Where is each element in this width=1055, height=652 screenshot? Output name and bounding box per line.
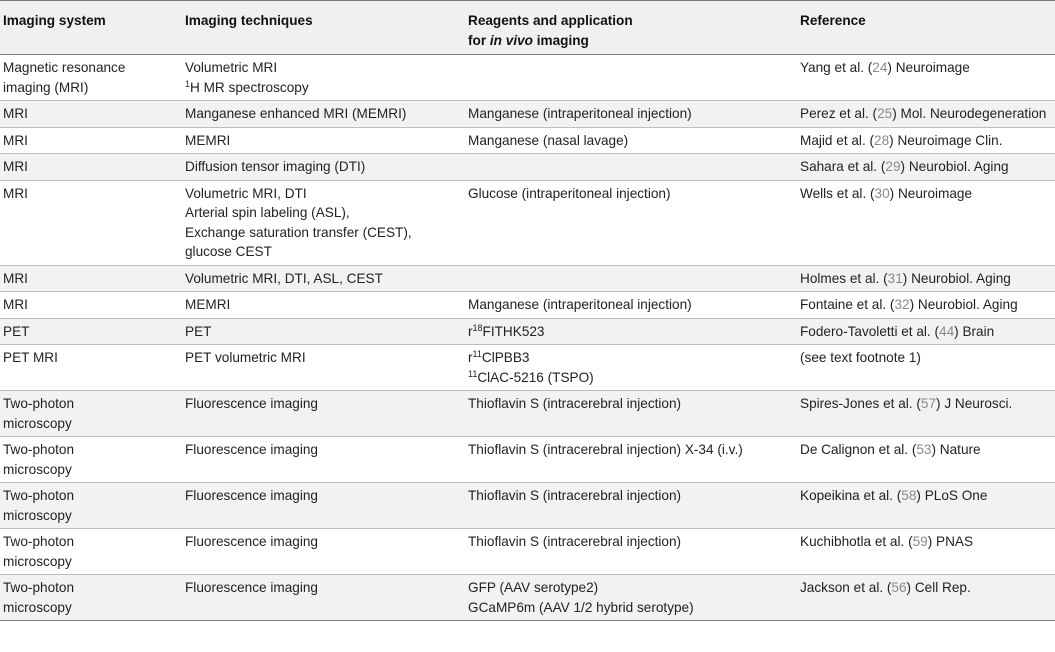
ref-author: Fodero-Tavoletti et al. ( [800,323,940,339]
cell-system [0,318,182,345]
cell-reference [797,101,1055,128]
technique-line: Fluorescence imaging [185,580,318,595]
table-row [0,265,1055,292]
technique-line: MEMRI [185,297,231,312]
cell-reference [797,345,1055,391]
cell-reagents [465,529,797,575]
cell-reference [797,318,1055,345]
header-reagents-invivo: in vivo [489,32,533,48]
cell-system [0,265,182,292]
technique-line: Fluorescence imaging [185,488,318,503]
ref-author: Wells et al. ( [800,185,875,201]
system-line: Two-photon [3,442,75,457]
ref-number-link[interactable]: 28 [874,132,890,148]
cell-reagents [465,437,797,483]
header-imaging-techniques: Imaging techniques [182,1,465,55]
technique-line: Arterial spin labeling (ASL), [185,205,350,220]
cell-reagents [465,391,797,437]
cell-reference [797,575,1055,621]
cell-system [0,292,182,319]
system-line: Magnetic resonance [3,60,126,75]
table-row [0,529,1055,575]
system-line: microscopy [3,507,72,523]
cell-techniques [182,265,465,292]
system-line: Two-photon [3,534,75,549]
technique-line: PET volumetric MRI [185,350,306,365]
table-row [0,180,1055,265]
technique-line: Volumetric MRI, DTI [185,185,307,201]
ref-journal: ) Neurobiol. Aging [900,159,1009,174]
cell-techniques [182,318,465,345]
technique-line: Exchange saturation transfer (CEST), [185,224,412,240]
system-line: MRI [3,185,28,201]
cell-reagents [465,483,797,529]
cell-reagents [465,318,797,345]
reagent-line: Manganese (nasal lavage) [468,132,629,148]
cell-system [0,575,182,621]
ref-author: Majid et al. ( [800,132,875,148]
system-line: Two-photon [3,488,75,503]
cell-reagents [465,127,797,154]
system-line: Two-photon [3,396,75,411]
cell-reference [797,391,1055,437]
reagent-text: ClAC-5216 (TSPO) [477,369,594,385]
cell-techniques [182,483,465,529]
isotope-superscript: 18 [472,322,483,333]
system-line: MRI [3,270,28,286]
cell-reference [797,154,1055,181]
system-line: PET [3,323,30,339]
table-row [0,55,1055,101]
table-row [0,154,1055,181]
technique-line: Volumetric MRI, DTI, ASL, CEST [185,270,383,286]
cell-system [0,529,182,575]
technique-line [185,78,465,98]
header-reference: Reference [797,1,1055,55]
reagent-text: FITHK523 [482,323,545,339]
reagent-line: Thioflavin S (intracerebral injection) [468,488,682,503]
ref-author: De Calignon et al. ( [800,442,917,457]
cell-techniques [182,437,465,483]
ref-journal: ) Nature [931,442,981,457]
ref-number-link[interactable]: 24 [872,60,888,75]
cell-techniques [182,345,465,391]
ref-journal: ) J Neurosci. [936,396,1013,411]
table-row [0,318,1055,345]
ref-journal: ) Mol. Neurodegeneration [892,106,1047,121]
table-row [0,575,1055,621]
cell-reagents [465,345,797,391]
reagent-line [468,368,797,388]
ref-author: Holmes et al. ( [800,270,888,286]
cell-techniques [182,529,465,575]
cell-system [0,345,182,391]
cell-system [0,55,182,101]
cell-reagents [465,292,797,319]
ref-journal: ) Neurobiol. Aging [909,297,1018,312]
table-row [0,101,1055,128]
cell-reference [797,265,1055,292]
cell-techniques [182,391,465,437]
header-imaging-system: Imaging system [0,1,182,55]
ref-number-link[interactable]: 30 [874,185,890,201]
cell-system [0,391,182,437]
reagent-prefix: r [468,323,473,339]
reagent-line: Thioflavin S (intracerebral injection) X-34 (i.v.) [468,442,743,457]
cell-reagents [465,180,797,265]
technique-line: Volumetric MRI [185,60,278,75]
ref-journal: ) Neurobiol. Aging [902,270,1011,286]
ref-author: Sahara et al. ( [800,159,886,174]
ref-author: Perez et al. ( [800,106,878,121]
ref-number-link[interactable]: 56 [891,580,907,595]
cell-system [0,101,182,128]
ref-number-link[interactable]: 58 [901,488,917,503]
ref-author: Jackson et al. ( [800,580,892,595]
reagent-line [468,322,797,342]
cell-reagents [465,55,797,101]
system-line: microscopy [3,461,72,477]
system-line: microscopy [3,553,72,569]
cell-reagents [465,101,797,128]
cell-reference [797,529,1055,575]
header-reagents [465,1,797,55]
system-line: microscopy [3,415,72,431]
table-row [0,483,1055,529]
cell-system [0,180,182,265]
cell-reagents [465,154,797,181]
system-line: Two-photon [3,580,75,595]
cell-reagents [465,265,797,292]
cell-system [0,437,182,483]
isotope-superscript: 11 [468,368,478,379]
technique-line: Fluorescence imaging [185,442,318,457]
technique-line: Fluorescence imaging [185,534,318,549]
cell-techniques [182,292,465,319]
header-reagents-line1: Reagents and application [468,13,633,28]
ref-journal: ) PLoS One [916,488,988,503]
ref-author: Kopeikina et al. ( [800,488,902,503]
ref-journal: ) Neuroimage [889,185,973,201]
cell-reference [797,127,1055,154]
cell-reference [797,180,1055,265]
table-row [0,345,1055,391]
cell-system [0,127,182,154]
technique-line: Fluorescence imaging [185,396,318,411]
cell-techniques [182,127,465,154]
table-row [0,127,1055,154]
reagent-line: Manganese (intraperitoneal injection) [468,297,692,312]
cell-reagents [465,575,797,621]
reagent-line: Thioflavin S (intracerebral injection) [468,534,682,549]
technique-line: Manganese enhanced MRI (MEMRI) [185,106,407,121]
table-row [0,292,1055,319]
system-line: MRI [3,132,28,148]
ref-number-link[interactable]: 25 [877,106,893,121]
isotope-superscript: 1 [185,78,191,89]
header-reagents-line2 [468,31,797,51]
reagent-line: Thioflavin S (intracerebral injection) [468,396,682,411]
reagent-text: ClPBB3 [481,350,530,365]
technique-line: Diffusion tensor imaging (DTI) [185,159,366,174]
technique-line: PET [185,323,212,339]
ref-journal: ) PNAS [927,534,974,549]
cell-techniques [182,575,465,621]
ref-author: Yang et al. ( [800,60,873,75]
system-line: MRI [3,159,28,174]
ref-journal: ) Brain [954,323,995,339]
cell-system [0,483,182,529]
ref-number-link[interactable]: 44 [939,323,955,339]
cell-system [0,154,182,181]
system-line: MRI [3,106,28,121]
ref-number-link[interactable]: 31 [887,270,903,286]
system-line: microscopy [3,599,72,615]
ref-journal: ) Neuroimage Clin. [889,132,1003,148]
ref-author: Spires-Jones et al. ( [800,396,921,411]
ref-number-link[interactable]: 32 [894,297,910,312]
ref-footnote: (see text footnote 1) [800,350,921,365]
isotope-superscript: 11 [472,349,482,359]
ref-journal: ) Cell Rep. [906,580,971,595]
reagent-line: GFP (AAV serotype2) [468,580,599,595]
cell-reference [797,437,1055,483]
reagent-line [468,348,797,368]
ref-number-link[interactable]: 59 [912,534,928,549]
header-reagents-imaging: imaging [536,32,589,48]
technique-line: MEMRI [185,132,231,148]
header-reagents-for: for [468,32,487,48]
reagent-line: GCaMP6m (AAV 1/2 hybrid serotype) [468,599,694,615]
reagent-line: Glucose (intraperitoneal injection) [468,185,671,201]
ref-author: Kuchibhotla et al. ( [800,534,913,549]
cell-techniques [182,101,465,128]
cell-reference [797,483,1055,529]
ref-number-link[interactable]: 53 [916,442,932,457]
system-line: imaging (MRI) [3,79,89,95]
ref-author: Fontaine et al. ( [800,297,895,312]
reagent-line: Manganese (intraperitoneal injection) [468,106,692,121]
technique-text: H MR spectroscopy [190,79,309,95]
technique-line: glucose CEST [185,244,272,259]
header-row [0,1,1055,55]
table-row [0,391,1055,437]
cell-techniques [182,180,465,265]
system-line: MRI [3,297,28,312]
cell-reference [797,292,1055,319]
ref-journal: ) Neuroimage [887,60,970,75]
system-line: PET MRI [3,350,58,365]
cell-techniques [182,55,465,101]
cell-reference [797,55,1055,101]
reagent-prefix: r [468,350,473,365]
ref-number-link[interactable]: 29 [885,159,901,174]
cell-techniques [182,154,465,181]
table-row [0,437,1055,483]
ref-number-link[interactable]: 57 [920,396,937,411]
